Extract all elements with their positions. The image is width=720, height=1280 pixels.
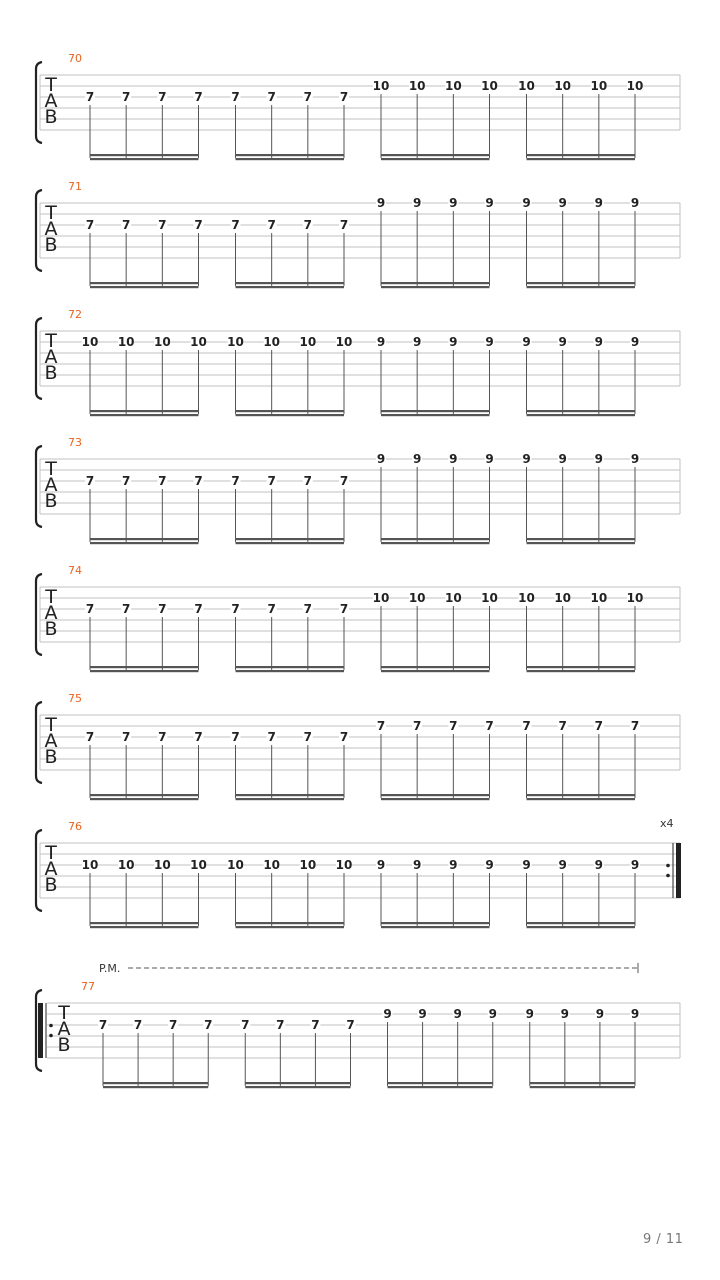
fret-number: 7: [412, 719, 422, 733]
fret-number: 7: [158, 730, 167, 744]
fret-number: 7: [267, 218, 276, 232]
repeat-dot: [666, 874, 670, 878]
fret-number: 9: [485, 335, 494, 349]
beam: [381, 670, 490, 672]
beam: [381, 154, 490, 156]
system-bracket: [36, 702, 42, 783]
beam: [381, 542, 490, 544]
repeat-start-thick-barline: [38, 1003, 43, 1058]
fret-number: 7: [204, 1018, 213, 1032]
system-bracket: [36, 830, 42, 911]
fret-number: 7: [630, 719, 640, 733]
beam: [90, 794, 199, 796]
tab-clef-letter: B: [44, 234, 58, 256]
fret-number: 7: [194, 730, 203, 744]
fret-number: 9: [560, 1007, 570, 1021]
fret-number: 7: [158, 90, 167, 104]
tab-clef-letter: A: [44, 474, 58, 496]
beam: [381, 794, 490, 796]
fret-number: 9: [630, 196, 640, 210]
fret-number: 9: [525, 1007, 534, 1021]
tab-clef-letter: A: [44, 346, 58, 368]
fret-number: 10: [408, 591, 426, 605]
beam: [381, 410, 490, 412]
fret-number: 7: [449, 719, 458, 733]
fret-number: 7: [231, 474, 240, 488]
fret-number: 7: [303, 602, 313, 616]
tab-clef-letter: T: [45, 458, 57, 480]
beam: [527, 922, 636, 924]
fret-number: 9: [488, 1007, 497, 1021]
beam: [236, 282, 345, 284]
fret-number: 7: [194, 218, 203, 232]
beam: [90, 154, 199, 156]
beam: [90, 666, 199, 668]
beam: [90, 538, 199, 540]
tab-clef-letter: B: [44, 106, 58, 128]
fret-number: 10: [299, 335, 317, 349]
fret-number: 9: [412, 452, 422, 466]
beam: [527, 154, 636, 156]
beam: [245, 1086, 350, 1088]
fret-number: 7: [267, 730, 276, 744]
beam: [381, 798, 490, 800]
fret-number: 7: [267, 90, 276, 104]
fret-number: 10: [554, 591, 572, 605]
fret-number: 7: [121, 602, 131, 616]
fret-number: 10: [554, 79, 572, 93]
fret-number: 7: [85, 602, 95, 616]
fret-number: 10: [81, 858, 99, 872]
repeat-dot: [49, 1034, 53, 1038]
fret-number: 10: [227, 335, 244, 349]
fret-number: 9: [630, 858, 640, 872]
fret-number: 7: [231, 602, 240, 616]
measure-number: 74: [68, 564, 82, 577]
fret-number: 7: [231, 90, 240, 104]
fret-number: 7: [85, 730, 95, 744]
beam: [527, 794, 636, 796]
fret-number: 10: [518, 79, 535, 93]
measure-number: 71: [68, 180, 82, 193]
fret-number: 7: [158, 218, 167, 232]
fret-number: 10: [117, 858, 135, 872]
fret-number: 10: [81, 335, 99, 349]
beam: [236, 670, 345, 672]
tab-clef-letter: B: [57, 1034, 71, 1056]
tab-clef-letter: A: [57, 1018, 71, 1040]
tab-clef-letter: T: [45, 202, 57, 224]
fret-number: 10: [153, 335, 171, 349]
fret-number: 10: [481, 79, 498, 93]
fret-number: 9: [594, 452, 604, 466]
beam: [90, 926, 199, 928]
tab-clef-letter: B: [44, 746, 58, 768]
measure-number: 75: [68, 692, 82, 705]
beam: [388, 1082, 493, 1084]
fret-number: 9: [485, 858, 494, 872]
fret-number: 7: [194, 90, 203, 104]
fret-number: 7: [85, 90, 95, 104]
beam: [527, 410, 636, 412]
tab-clef-letter: A: [44, 730, 58, 752]
beam: [388, 1086, 493, 1088]
fret-number: 9: [449, 858, 458, 872]
beam: [90, 670, 199, 672]
fret-number: 7: [158, 474, 167, 488]
system-bracket: [36, 318, 42, 399]
beam: [381, 926, 490, 928]
fret-number: 10: [227, 858, 244, 872]
beam: [381, 538, 490, 540]
fret-number: 9: [376, 452, 386, 466]
fret-number: 7: [121, 474, 131, 488]
tab-clef-letter: T: [45, 330, 57, 352]
tab-clef-letter: A: [44, 218, 58, 240]
fret-number: 10: [444, 79, 462, 93]
fret-number: 7: [303, 218, 313, 232]
fret-number: 7: [121, 90, 131, 104]
fret-number: 9: [449, 452, 458, 466]
fret-number: 9: [594, 858, 604, 872]
repeat-end-thick-barline: [676, 843, 681, 898]
tab-clef-letter: B: [44, 874, 58, 896]
fret-number: 10: [263, 335, 281, 349]
fret-number: 10: [518, 591, 535, 605]
fret-number: 10: [153, 858, 171, 872]
tab-clef-letter: B: [44, 362, 58, 384]
beam: [236, 410, 345, 412]
beam: [527, 926, 636, 928]
tab-clef-letter: A: [44, 90, 58, 112]
fret-number: 9: [630, 1007, 640, 1021]
fret-number: 9: [376, 335, 386, 349]
measure-number: 72: [68, 308, 82, 321]
fret-number: 10: [372, 591, 390, 605]
fret-number: 7: [303, 474, 313, 488]
fret-number: 10: [372, 79, 390, 93]
repeat-count: x4: [660, 817, 674, 830]
beam: [236, 922, 345, 924]
beam: [236, 798, 345, 800]
beam: [527, 666, 636, 668]
fret-number: 9: [630, 452, 640, 466]
fret-number: 7: [558, 719, 567, 733]
fret-number: 7: [267, 602, 276, 616]
beam: [381, 286, 490, 288]
fret-number: 9: [412, 858, 422, 872]
tab-clef-letter: T: [45, 714, 57, 736]
fret-number: 9: [522, 196, 531, 210]
beam: [527, 538, 636, 540]
beam: [236, 538, 345, 540]
fret-number: 7: [133, 1018, 143, 1032]
fret-number: 9: [453, 1007, 462, 1021]
beam: [530, 1086, 635, 1088]
repeat-dot: [666, 864, 670, 868]
fret-number: 7: [376, 719, 386, 733]
tab-clef-letter: B: [44, 490, 58, 512]
fret-number: 10: [335, 858, 353, 872]
system-bracket: [36, 446, 42, 527]
fret-number: 7: [346, 1018, 355, 1032]
fret-number: 7: [168, 1018, 178, 1032]
fret-number: 7: [339, 602, 349, 616]
fret-number: 7: [276, 1018, 285, 1032]
fret-number: 9: [412, 335, 422, 349]
fret-number: 9: [558, 335, 567, 349]
fret-number: 10: [117, 335, 135, 349]
fret-number: 9: [522, 858, 531, 872]
fret-number: 9: [558, 452, 567, 466]
tab-clef-letter: B: [44, 618, 58, 640]
fret-number: 9: [558, 196, 567, 210]
beam: [236, 542, 345, 544]
fret-number: 7: [158, 602, 167, 616]
beam: [236, 926, 345, 928]
beam: [90, 414, 199, 416]
fret-number: 7: [339, 730, 349, 744]
fret-number: 7: [121, 218, 131, 232]
fret-number: 7: [231, 218, 240, 232]
beam: [527, 158, 636, 160]
beam: [90, 410, 199, 412]
beam: [236, 158, 345, 160]
fret-number: 9: [418, 1007, 427, 1021]
tab-clef-letter: T: [45, 842, 57, 864]
beam: [381, 158, 490, 160]
beam: [90, 158, 199, 160]
fret-number: 9: [594, 335, 604, 349]
beam: [527, 282, 636, 284]
fret-number: 10: [190, 335, 207, 349]
beam: [527, 286, 636, 288]
fret-number: 9: [485, 452, 494, 466]
tab-clef-letter: A: [44, 602, 58, 624]
fret-number: 9: [630, 335, 640, 349]
fret-number: 10: [481, 591, 498, 605]
fret-number: 10: [626, 591, 644, 605]
tab-clef-letter: T: [58, 1002, 70, 1024]
fret-number: 10: [444, 591, 462, 605]
fret-number: 9: [522, 335, 531, 349]
repeat-dot: [49, 1024, 53, 1028]
tab-clef-letter: T: [45, 74, 57, 96]
fret-number: 7: [121, 730, 131, 744]
beam: [236, 286, 345, 288]
fret-number: 10: [299, 858, 317, 872]
fret-number: 10: [590, 591, 608, 605]
fret-number: 7: [231, 730, 240, 744]
fret-number: 9: [412, 196, 422, 210]
fret-number: 7: [194, 474, 203, 488]
fret-number: 9: [558, 858, 567, 872]
fret-number: 9: [376, 196, 386, 210]
fret-number: 7: [85, 218, 95, 232]
beam: [103, 1086, 208, 1088]
measure-number: 73: [68, 436, 82, 449]
palm-mute-label: P.M.: [99, 962, 121, 975]
tab-clef-letter: T: [45, 586, 57, 608]
beam: [90, 542, 199, 544]
beam: [381, 922, 490, 924]
beam: [90, 798, 199, 800]
beam: [90, 282, 199, 284]
measure-number: 77: [81, 980, 95, 993]
beam: [381, 666, 490, 668]
measure-number: 70: [68, 52, 82, 65]
page-number: 9 / 11: [643, 1232, 684, 1247]
fret-number: 9: [522, 452, 531, 466]
beam: [236, 666, 345, 668]
fret-number: 10: [408, 79, 426, 93]
fret-number: 7: [267, 474, 276, 488]
measure-number: 76: [68, 820, 82, 833]
beam: [90, 922, 199, 924]
fret-number: 7: [194, 602, 203, 616]
beam: [236, 414, 345, 416]
tab-clef-letter: A: [44, 858, 58, 880]
fret-number: 7: [339, 90, 349, 104]
fret-number: 9: [449, 196, 458, 210]
fret-number: 7: [303, 730, 313, 744]
fret-number: 9: [376, 858, 386, 872]
beam: [381, 414, 490, 416]
beam: [527, 670, 636, 672]
beam: [530, 1082, 635, 1084]
fret-number: 9: [595, 1007, 605, 1021]
beam: [236, 154, 345, 156]
fret-number: 9: [594, 196, 604, 210]
fret-number: 7: [311, 1018, 320, 1032]
beam: [527, 798, 636, 800]
fret-number: 9: [449, 335, 458, 349]
beam: [103, 1082, 208, 1084]
fret-number: 7: [594, 719, 604, 733]
beam: [381, 282, 490, 284]
fret-number: 7: [303, 90, 313, 104]
fret-number: 7: [339, 218, 349, 232]
fret-number: 7: [85, 474, 95, 488]
fret-number: 10: [335, 335, 353, 349]
fret-number: 7: [485, 719, 494, 733]
fret-number: 7: [241, 1018, 250, 1032]
fret-number: 10: [190, 858, 207, 872]
beam: [236, 794, 345, 796]
system-bracket: [36, 190, 42, 271]
fret-number: 10: [263, 858, 281, 872]
beam: [527, 414, 636, 416]
fret-number: 9: [485, 196, 494, 210]
fret-number: 7: [339, 474, 349, 488]
beam: [245, 1082, 350, 1084]
beam: [90, 286, 199, 288]
system-bracket: [36, 574, 42, 655]
fret-number: 7: [522, 719, 531, 733]
fret-number: 9: [383, 1007, 392, 1021]
fret-number: 10: [590, 79, 608, 93]
beam: [527, 542, 636, 544]
fret-number: 7: [98, 1018, 108, 1032]
system-bracket: [36, 62, 42, 143]
fret-number: 10: [626, 79, 644, 93]
